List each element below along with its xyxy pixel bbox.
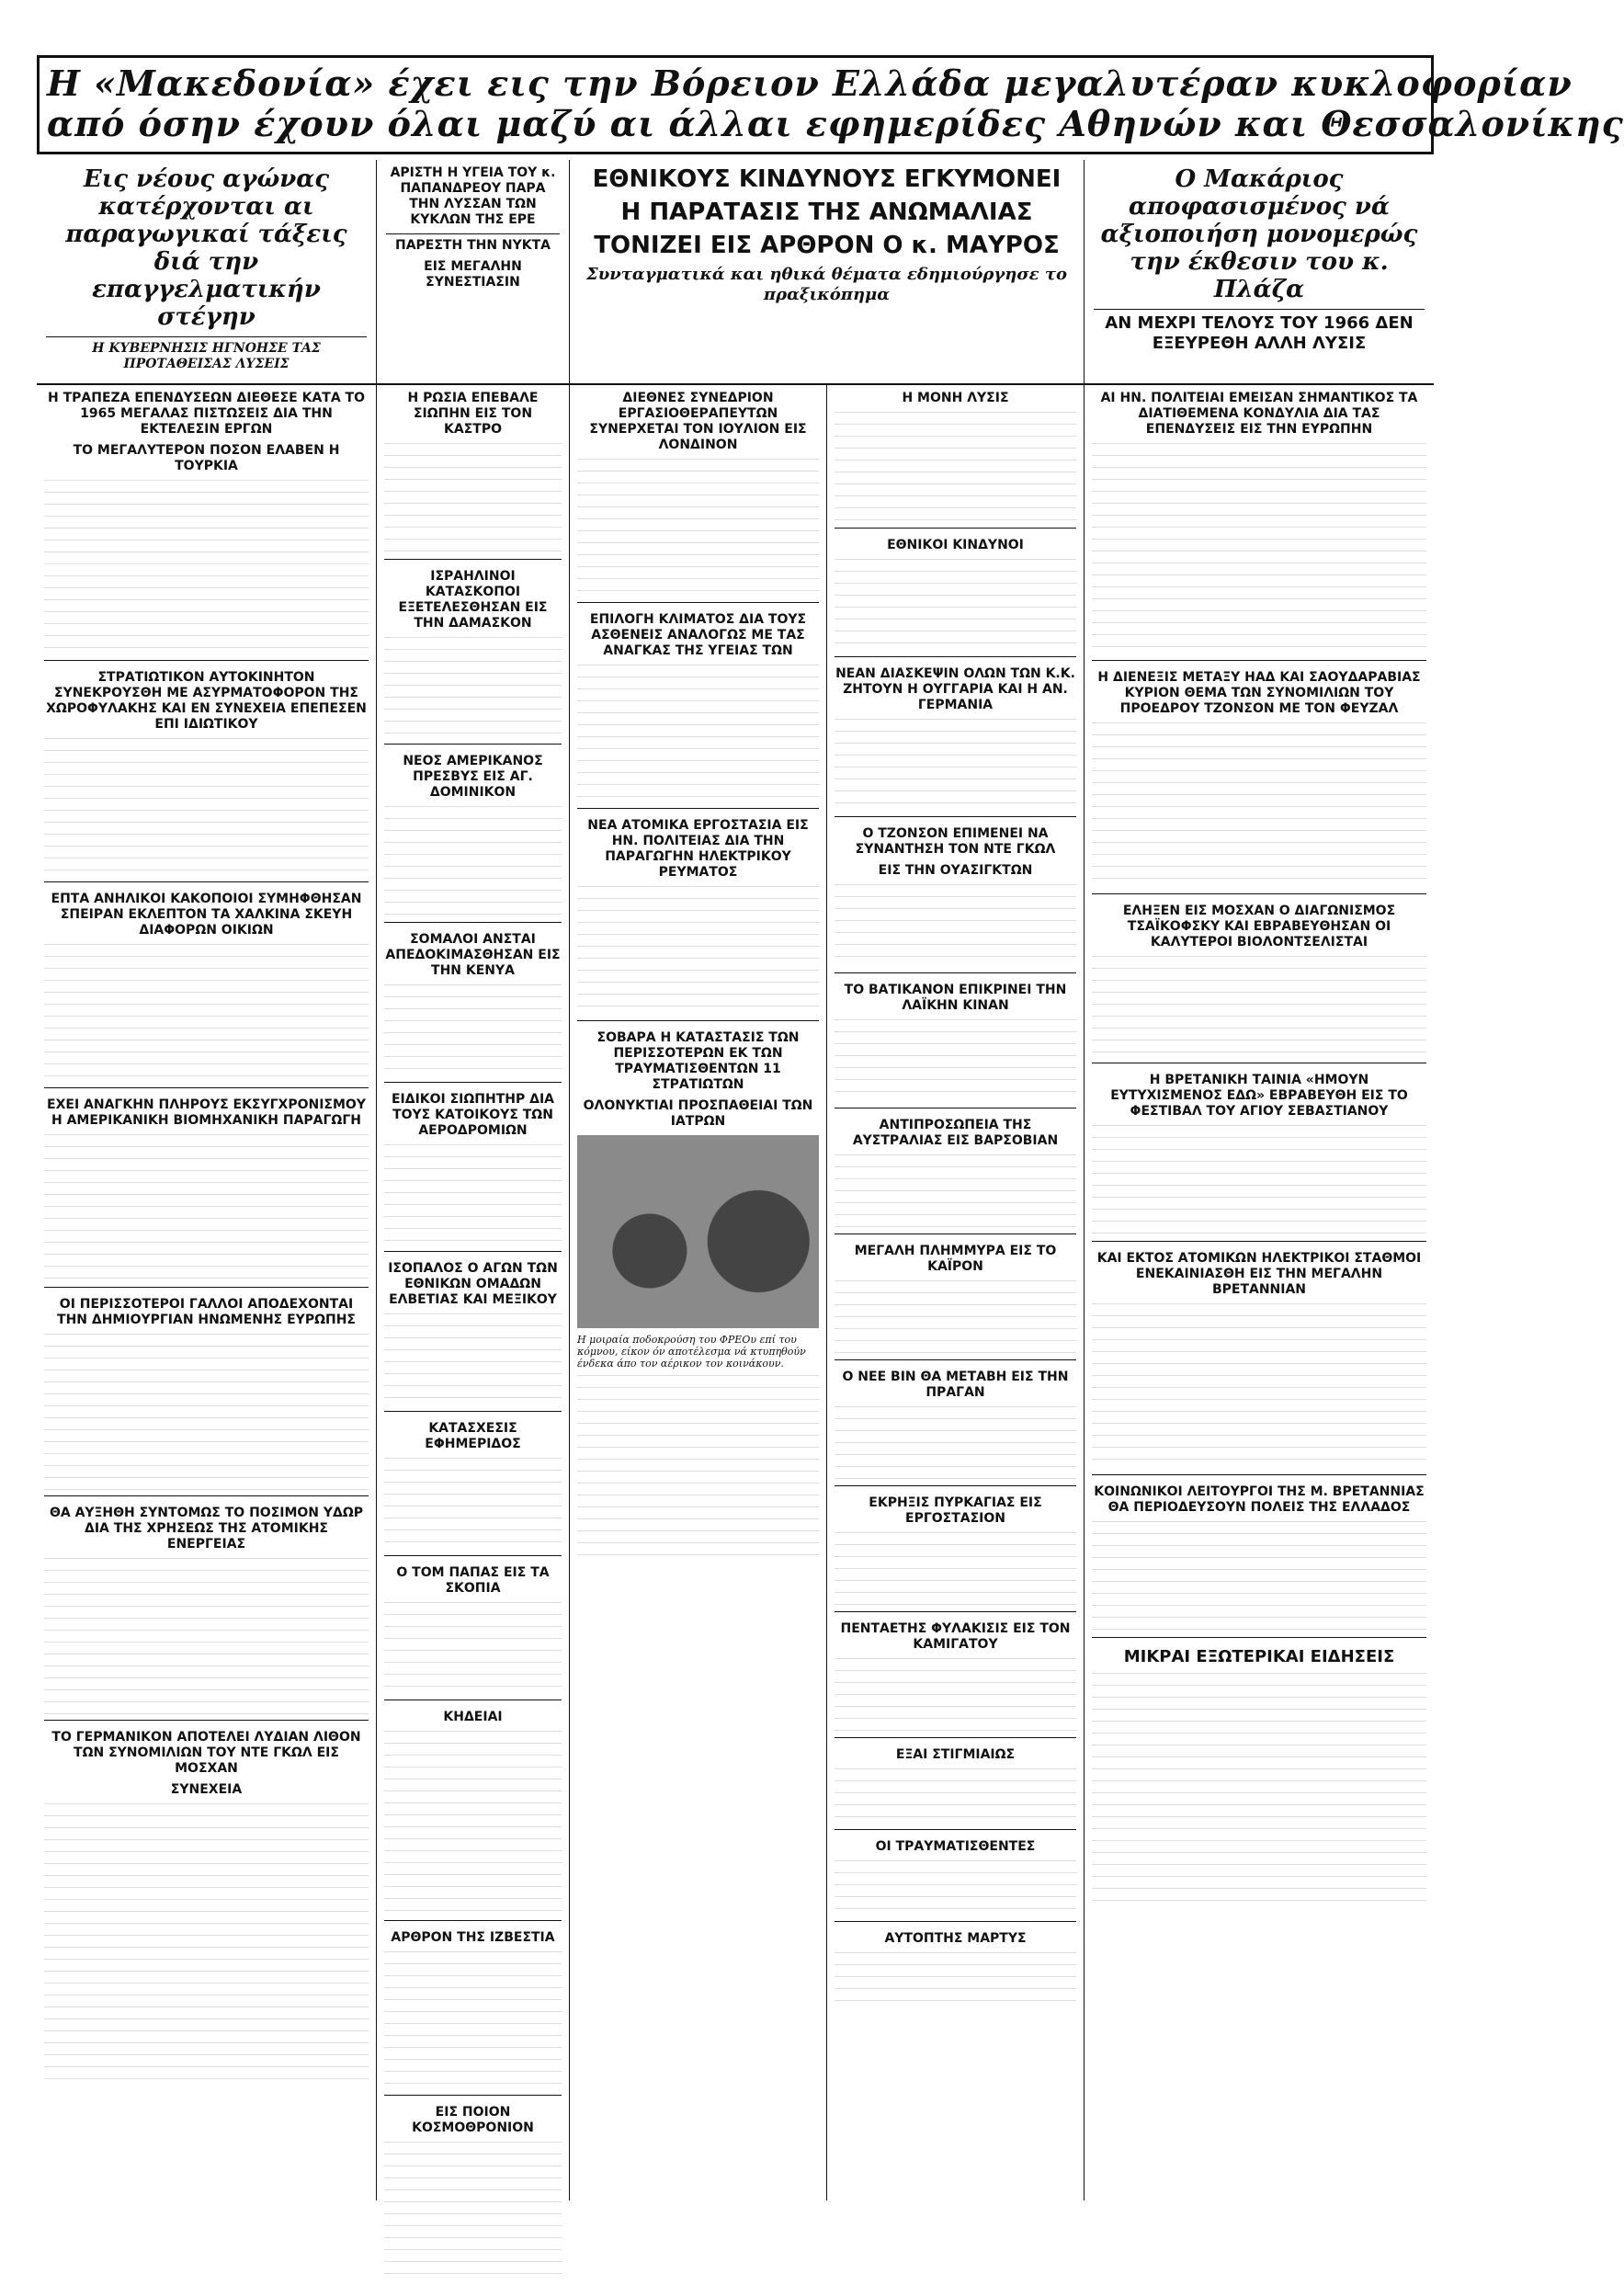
- article: [384, 2105, 562, 2285]
- article-subheadline: ΤΟ ΜΕΓΑΛΥΤΕΡΟΝ ΠΟΣΟΝ ΕΛΑΒΕΝ Η ΤΟΥΡΚΙΑ: [73, 443, 340, 473]
- article-headline: ΚΑΙ ΕΚΤΟΣ ΑΤΟΜΙΚΩΝ ΗΛΕΚΤΡΙΚΟΙ ΣΤΑΘΜΟΙ ΕΝΕΚΑΙΝΙΑΣΘΗ ΕΙΣ ΤΗΝ ΜΕΓΑΛΗΝ ΒΡΕΤΑΝΝΙΑΝ: [1096, 1251, 1422, 1297]
- article: [44, 670, 369, 882]
- article-headline: ΟΙ ΠΕΡΙΣΣΟΤΕΡΟΙ ΓΑΛΛΟΙ ΑΠΟΔΕΧΟΝΤΑΙ ΤΗΝ ΔΗΜΙΟΥΡΓΙΑΝ ΗΝΩΜΕΝΗΣ ΕΥΡΩΠΗΣ: [57, 1297, 356, 1327]
- lead-headlines-row: [37, 160, 1434, 385]
- article: [835, 826, 1076, 973]
- article-headline: ΕΙΔΙΚΟΙ ΣΙΩΠΗΤΗΡ ΔΙΑ ΤΟΥΣ ΚΑΤΟΙΚΟΥΣ ΤΩΝ ΑΕΡΟΔΡΟΜΙΩΝ: [391, 1092, 555, 1138]
- article-headline: ΑΡΘΡΟΝ ΤΗΣ ΙΖΒΕΣΤΙΑ: [391, 1930, 555, 1945]
- article: [577, 612, 819, 809]
- article: [835, 1931, 1076, 2013]
- subheadline: Συνταγματικά και ηθικά θέματα εδημιούργησε το πραξικόπημα: [586, 265, 1067, 304]
- lead-story-center: [570, 160, 1085, 383]
- article: [384, 754, 562, 923]
- article-headline: ΜΙΚΡΑΙ ΕΞΩΤΕΡΙΚΑΙ ΕΙΔΗΣΕΙΣ: [1123, 1647, 1395, 1666]
- headline-line-1: ΕΘΝΙΚΟΥΣ ΚΙΝΔΥΝΟΥΣ ΕΓΚΥΜΟΝΕΙ: [592, 165, 1062, 193]
- article: [835, 666, 1076, 817]
- masthead-banner: [37, 55, 1624, 154]
- article-headline: ΟΙ ΤΡΑΥΜΑΤΙΣΘΕΝΤΕΣ: [875, 1839, 1036, 1854]
- article-headline: ΝΕΑ ΑΤΟΜΙΚΑ ΕΡΓΟΣΤΑΣΙΑ ΕΙΣ ΗΝ. ΠΟΛΙΤΕΙΑΣ ΔΙΑ ΤΗΝ ΠΑΡΑΓΩΓΗΝ ΗΛΕΚΤΡΙΚΟΥ ΡΕΥΜΑΤΟΣ: [587, 818, 809, 880]
- article-headline: Η ΔΙΕΝΕΞΙΣ ΜΕΤΑΞΥ ΗΑΔ ΚΑΙ ΣΑΟΥΔΑΡΑΒΙΑΣ ΚΥΡΙΟΝ ΘΕΜΑ ΤΩΝ ΣΥΝΟΜΙΛΙΩΝ ΤΟΥ ΠΡΟΕΔΡΟΥ ΤΖΟΝΣΟΝ ΜΕ ΤΟΝ ΦΕΥΖΑΛ: [1097, 670, 1421, 716]
- article-headline: Ο ΝΕΕ ΒΙΝ ΘΑ ΜΕΤΑΒΗ ΕΙΣ ΤΗΝ ΠΡΑΓΑΝ: [842, 1370, 1069, 1400]
- article: [835, 538, 1076, 657]
- article: [384, 1930, 562, 2096]
- article-headline: ΔΙΕΘΝΕΣ ΣΥΝΕΔΡΙΟΝ ΕΡΓΑΣΙΟΘΕΡΑΠΕΥΤΩΝ ΣΥΝΕΡΧΕΤΑΙ ΤΟΝ ΙΟΥΛΙΟΝ ΕΙΣ ΛΟΝΔΙΝΟΝ: [589, 391, 807, 452]
- article-headline: ΕΛΗΞΕΝ ΕΙΣ ΜΟΣΧΑΝ Ο ΔΙΑΓΩΝΙΣΜΟΣ ΤΣΑΪΚΟΦΣΚΥ ΚΑΙ ΕΒΡΑΒΕΥΘΗΣΑΝ ΟΙ ΚΑΛΥΤΕΡΟΙ ΒΙΟΛΟΝΤΣΕΛΙΣΤΑΙ: [1122, 904, 1396, 949]
- article: [384, 1421, 562, 1556]
- subheadline: ΠΑΡΕΣΤΗ ΤΗΝ ΝΥΚΤΑ: [394, 238, 551, 253]
- article: [1092, 1647, 1426, 1917]
- news-photo: [577, 1135, 819, 1328]
- article-subheadline: ΟΛΟΝΥΚΤΙΑΙ ΠΡΟΣΠΑΘΕΙΑΙ ΤΩΝ ΙΑΤΡΩΝ: [583, 1098, 813, 1129]
- article-headline: ΣΟΒΑΡΑ Η ΚΑΤΑΣΤΑΣΙΣ ΤΩΝ ΠΕΡΙΣΣΟΤΕΡΩΝ ΕΚ ΤΩΝ ΤΡΑΥΜΑΤΙΣΘΕΝΤΩΝ 11 ΣΤΡΑΤΙΩΤΩΝ: [596, 1030, 800, 1092]
- article: [835, 391, 1076, 529]
- article: [1092, 904, 1426, 1063]
- article: [44, 892, 369, 1088]
- article-headline: ΕΞΑΙ ΣΤΙΓΜΙΑΙΩΣ: [895, 1747, 1016, 1762]
- article-headline: ΤΟ ΓΕΡΜΑΝΙΚΟΝ ΑΠΟΤΕΛΕΙ ΛΥΔΙΑΝ ΛΙΘΟΝ ΤΩΝ ΣΥΝΟΜΙΛΙΩΝ ΤΟΥ ΝΤΕ ΓΚΩΛ ΕΙΣ ΜΟΣΧΑΝ: [51, 1730, 361, 1776]
- article-headline: ΕΚΡΗΞΙΣ ΠΥΡΚΑΓΙΑΣ ΕΙΣ ΕΡΓΟΣΤΑΣΙΟΝ: [869, 1495, 1042, 1526]
- headline-line-2: Η ΠΑΡΑΤΑΣΙΣ ΤΗΣ ΑΝΩΜΑΛΙΑΣ: [620, 199, 1033, 226]
- column-3: [570, 385, 827, 2200]
- article: [1092, 1484, 1426, 1638]
- article-headline: ΙΣΟΠΑΛΟΣ Ο ΑΓΩΝ ΤΩΝ ΕΘΝΙΚΩΝ ΟΜΑΔΩΝ ΕΛΒΕΤΙΑΣ ΚΑΙ ΜΕΞΙΚΟΥ: [388, 1261, 558, 1307]
- article: [835, 1747, 1076, 1830]
- article: [835, 1839, 1076, 1922]
- article-headline: ΝΕΟΣ ΑΜΕΡΙΚΑΝΟΣ ΠΡΕΣΒΥΣ ΕΙΣ ΑΓ. ΔΟΜΙΝΙΚΟΝ: [403, 754, 543, 800]
- article: [384, 1092, 562, 1252]
- article-headline: ΕΠΙΛΟΓΗ ΚΛΙΜΑΤΟΣ ΔΙΑ ΤΟΥΣ ΑΣΘΕΝΕΙΣ ΑΝΑΛΟΓΩΣ ΜΕ ΤΑΣ ΑΝΑΓΚΑΣ ΤΗΣ ΥΓΕΙΑΣ ΤΩΝ: [589, 612, 807, 658]
- column-1: [37, 385, 377, 2200]
- article: [44, 1506, 369, 1721]
- article-headline: ΝΕΑΝ ΔΙΑΣΚΕΨΙΝ ΟΛΩΝ ΤΩΝ Κ.Κ. ΖΗΤΟΥΝ Η ΟΥΓΓΑΡΙΑ ΚΑΙ Η ΑΝ. ΓΕΡΜΑΝΙΑ: [835, 666, 1075, 712]
- article: [384, 1261, 562, 1412]
- article-headline: ΣΟΜΑΛΟΙ ΑΝΣΤΑΙ ΑΠΕΔΟΚΙΜΑΣΘΗΣΑΝ ΕΙΣ ΤΗΝ ΚΕΝΥΑ: [385, 932, 561, 978]
- article: [835, 1118, 1076, 1234]
- column-2: [377, 385, 570, 2200]
- subheadline: Η ΚΥΒΕΡΝΗΣΙΣ ΗΓΝΟΗΣΕ ΤΑΣ ΠΡΟΤΑΘΕΙΣΑΣ ΛΥΣΕΙΣ: [92, 341, 321, 371]
- article-headline: ΘΑ ΑΥΞΗΘΗ ΣΥΝΤΟΜΩΣ ΤΟ ΠΟΣΙΜΟΝ ΥΔΩΡ ΔΙΑ ΤΗΣ ΧΡΗΣΕΩΣ ΤΗΣ ΑΤΟΜΙΚΗΣ ΕΝΕΡΓΕΙΑΣ: [49, 1506, 364, 1552]
- subheadline-2: ΕΙΣ ΜΕΓΑΛΗΝ ΣΥΝΕΣΤΙΑΣΙΝ: [424, 259, 522, 290]
- article-headline: ΚΟΙΝΩΝΙΚΟΙ ΛΕΙΤΟΥΡΓΟΙ ΤΗΣ Μ. ΒΡΕΤΑΝΝΙΑΣ ΘΑ ΠΕΡΙΟΔΕΥΣΟΥΝ ΠΟΛΕΙΣ ΤΗΣ ΕΛΛΑΔΟΣ: [1094, 1484, 1425, 1515]
- article-headline: ΜΕΓΑΛΗ ΠΛΗΜΜΥΡΑ ΕΙΣ ΤΟ ΚΑΪΡΟΝ: [854, 1244, 1057, 1274]
- article: [835, 1495, 1076, 1612]
- photo-caption: Η μοιραία ποδοκρούση του ΦΡΕΟυ επί του κόμνου, είκον όν αποτέλεσμα νά κτυπηθούν ένδεκα άπο τον αέρικον τον κοινάκουν.: [577, 1334, 806, 1370]
- article: [384, 391, 562, 560]
- column-4: [827, 385, 1085, 2200]
- banner-line-2: από όσην έχουν όλαι μαζύ αι άλλαι εφημερίδες Αθηνών και Θεσσαλονίκης: [47, 103, 1624, 144]
- article-subheadline: ΣΥΝΕΧΕΙΑ: [170, 1782, 243, 1797]
- article: [384, 1710, 562, 1921]
- article-headline: ΕΠΤΑ ΑΝΗΛΙΚΟΙ ΚΑΚΟΠΟΙΟΙ ΣΥΜΗΦΘΗΣΑΝ ΣΠΕΙΡΑΝ ΕΚΛΕΠΤΟΝ ΤΑ ΧΑΛΚΙΝΑ ΣΚΕΥΗ ΔΙΑΦΟΡΩΝ ΟΙΚΙΩΝ: [51, 892, 362, 938]
- article-headline: ΑΙ ΗΝ. ΠΟΛΙΤΕΙΑΙ ΕΜΕΙΣΑΝ ΣΗΜΑΝΤΙΚΟΣ ΤΑ ΔΙΑΤΙΘΕΜΕΝΑ ΚΟΝΔΥΛΙΑ ΔΙΑ ΤΑΣ ΕΠΕΝΔΥΣΕΙΣ ΕΙΣ ΤΗΝ ΕΥΡΩΠΗΝ: [1100, 391, 1418, 437]
- article: [44, 1297, 369, 1496]
- article-headline: ΙΣΡΑΗΛΙΝΟΙ ΚΑΤΑΣΚΟΠΟΙ ΕΞΕΤΕΛΕΣΘΗΣΑΝ ΕΙΣ ΤΗΝ ΔΑΜΑΣΚΟΝ: [398, 569, 548, 631]
- article: [577, 1030, 819, 1564]
- article-headline: Η ΡΩΣΙΑ ΕΠΕΒΑΛΕ ΣΙΩΠΗΝ ΕΙΣ ΤΟΝ ΚΑΣΤΡΟ: [407, 391, 539, 437]
- article-headline: Ο ΤΖΟΝΣΟΝ ΕΠΙΜΕΝΕΙ ΝΑ ΣΥΝΑΝΤΗΣΗ ΤΟΝ ΝΤΕ ΓΚΩΛ: [855, 826, 1056, 857]
- article: [835, 1621, 1076, 1738]
- headline: Ο Μακάριος αποφασισμένος νά αξιοποιήση μονομερώς την έκθεσιν του κ. Πλάζα: [1100, 165, 1418, 303]
- article-headline: ΠΕΝΤΑΕΤΗΣ ΦΥΛΑΚΙΣΙΣ ΕΙΣ ΤΟΝ ΚΑΜΙΓΑΤΟΥ: [840, 1621, 1071, 1652]
- headline-line-3: ΤΟΝΙΖΕΙ ΕΙΣ ΑΡΘΡΟΝ Ο κ. ΜΑΥΡΟΣ: [594, 232, 1060, 259]
- article: [44, 1730, 369, 2085]
- article-headline: ΑΝΤΙΠΡΟΣΩΠΕΙΑ ΤΗΣ ΑΥΣΤΡΑΛΙΑΣ ΕΙΣ ΒΑΡΣΟΒΙΑΝ: [852, 1118, 1059, 1148]
- article: [44, 1097, 369, 1288]
- article-headline: Η ΒΡΕΤΑΝΙΚΗ ΤΑΙΝΙΑ «ΗΜΟΥΝ ΕΥΤΥΧΙΣΜΕΝΟΣ ΕΔΩ» ΕΒΡΑΒΕΥΘΗ ΕΙΣ ΤΟ ΦΕΣΤΙΒΑΛ ΤΟΥ ΑΓΙΟΥ ΣΕΒΑΣΤΙΑΝΟΥ: [1110, 1073, 1408, 1119]
- article-columns: [37, 385, 1434, 2200]
- article: [1092, 391, 1426, 661]
- lead-story-right: [1085, 160, 1434, 383]
- article: [384, 569, 562, 745]
- article-headline: ΕΧΕΙ ΑΝΑΓΚΗΝ ΠΛΗΡΟΥΣ ΕΚΣΥΓΧΡΟΝΙΣΜΟΥ Η ΑΜΕΡΙΚΑΝΙΚΗ ΒΙΟΜΗΧΑΝΙΚΗ ΠΑΡΑΓΩΓΗ: [47, 1097, 366, 1128]
- article-headline: Η ΜΟΝΗ ΛΥΣΙΣ: [902, 391, 1009, 405]
- article: [577, 391, 819, 603]
- article-headline: ΚΑΤΑΣΧΕΣΙΣ ΕΦΗΜΕΡΙΔΟΣ: [425, 1421, 521, 1451]
- article: [835, 1244, 1076, 1360]
- lead-story-mid: [377, 160, 570, 383]
- article-headline: ΑΥΤΟΠΤΗΣ ΜΑΡΤΥΣ: [884, 1931, 1027, 1946]
- article-headline: Η ΤΡΑΠΕΖΑ ΕΠΕΝΔΥΣΕΩΝ ΔΙΕΘΕΣΕ ΚΑΤΑ ΤΟ 1965 ΜΕΓΑΛΑΣ ΠΙΣΤΩΣΕΙΣ ΔΙΑ ΤΗΝ ΕΚΤΕΛΕΣΙΝ ΕΡΓΩΝ: [48, 391, 365, 437]
- lead-story-left: [37, 160, 377, 383]
- article: [835, 1370, 1076, 1486]
- article: [1092, 670, 1426, 894]
- headline: Εις νέους αγώνας κατέρχονται αι παραγωγικαί τάξεις διά την επαγγελματικήν στέγην: [65, 165, 347, 331]
- article-headline: ΚΗΔΕΙΑΙ: [443, 1710, 503, 1724]
- article: [835, 983, 1076, 1108]
- article: [44, 391, 369, 661]
- article: [384, 1565, 562, 1700]
- article: [1092, 1073, 1426, 1242]
- headline: ΑΡΙΣΤΗ Η ΥΓΕΙΑ ΤΟΥ κ. ΠΑΠΑΝΔΡΕΟΥ ΠΑΡΑ ΤΗΝ ΛΥΣΣΑΝ ΤΩΝ ΚΥΚΛΩΝ ΤΗΣ ΕΡΕ: [390, 165, 556, 227]
- article-headline: Ο ΤΟΜ ΠΑΠΑΣ ΕΙΣ ΤΑ ΣΚΟΠΙΑ: [396, 1565, 550, 1596]
- column-5: [1085, 385, 1434, 2200]
- article-headline: ΕΙΣ ΠΟΙΟΝ ΚΟΣΜΟΘΡΟΝΙΟΝ: [412, 2105, 534, 2135]
- banner-line-1: Η «Μακεδονία» έχει εις την Βόρειον Ελλάδα μεγαλυτέραν κυκλοφορίαν: [47, 63, 1573, 104]
- subheadline: ΑΝ ΜΕΧΡΙ ΤΕΛΟΥΣ ΤΟΥ 1966 ΔΕΝ ΕΞΕΥΡΕΘΗ ΑΛΛΗ ΛΥΣΙΣ: [1105, 313, 1414, 353]
- article-subheadline: ΕΙΣ ΤΗΝ ΟΥΑΣΙΓΚΤΩΝ: [878, 863, 1033, 878]
- article-headline: ΤΟ ΒΑΤΙΚΑΝΟΝ ΕΠΙΚΡΙΝΕΙ ΤΗΝ ΛΑΪΚΗΝ ΚΙΝΑΝ: [844, 983, 1067, 1013]
- article-headline: ΣΤΡΑΤΙΩΤΙΚΟΝ ΑΥΤΟΚΙΝΗΤΟΝ ΣΥΝΕΚΡΟΥΣΘΗ ΜΕ ΑΣΥΡΜΑΤΟΦΟΡΟΝ ΤΗΣ ΧΩΡΟΦΥΛΑΚΗΣ ΚΑΙ ΕΝ ΣΥΝΕΧΕΙΑ ΕΠΕΠΕΣΕΝ ΕΠΙ ΙΔΙΩΤΙΚΟΥ: [46, 670, 367, 732]
- article: [384, 932, 562, 1083]
- article: [577, 818, 819, 1021]
- article: [1092, 1251, 1426, 1475]
- article-headline: ΕΘΝΙΚΟΙ ΚΙΝΔΥΝΟΙ: [887, 538, 1024, 552]
